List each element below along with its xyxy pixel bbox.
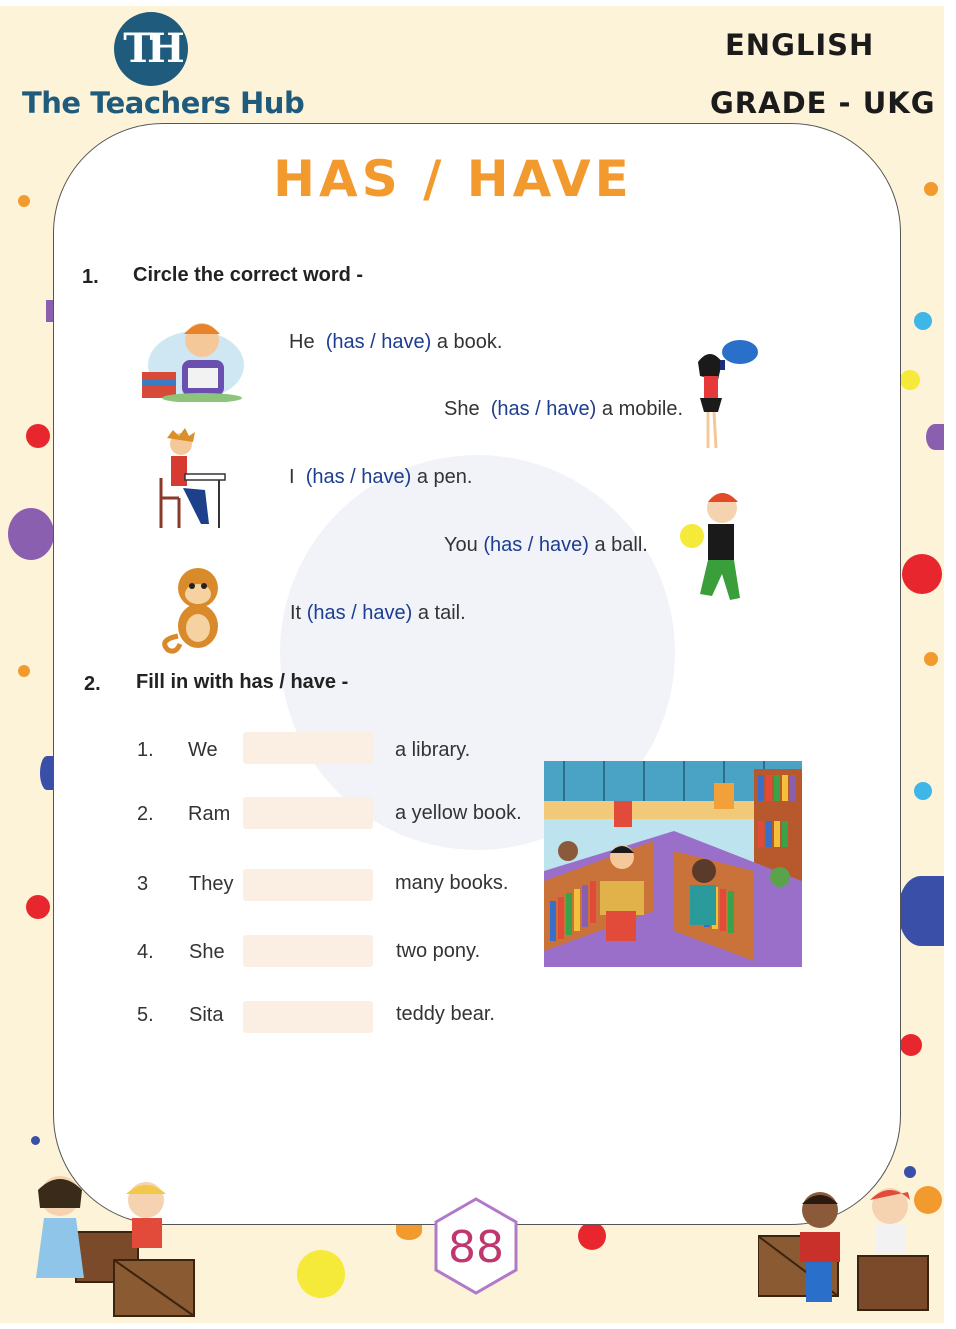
q1-rest: a ball. bbox=[594, 534, 648, 556]
decor-dot bbox=[926, 424, 944, 450]
bottom-edge bbox=[0, 1323, 956, 1329]
right-edge bbox=[944, 0, 956, 1329]
q1-sentence-4 bbox=[444, 534, 648, 557]
decor-dot bbox=[297, 1250, 345, 1298]
q1-rest: a pen. bbox=[416, 466, 473, 488]
decor-dot bbox=[578, 1222, 606, 1250]
fill-blank-1[interactable] bbox=[243, 732, 373, 764]
q1-rest: a tail. bbox=[417, 602, 466, 624]
decor-dot bbox=[900, 370, 920, 390]
decor-dot bbox=[902, 554, 942, 594]
q1-subject: She bbox=[444, 398, 480, 420]
q2-item-subject: We bbox=[188, 739, 218, 761]
q2-item-rest: many books. bbox=[395, 872, 509, 894]
decor-dot bbox=[924, 182, 938, 196]
q2-item-subject: Sita bbox=[189, 1004, 224, 1026]
kids-with-crates-left bbox=[10, 1168, 196, 1318]
grade-label: GRADE - UKG bbox=[710, 86, 936, 120]
has-have-options[interactable]: (has / have) bbox=[325, 331, 432, 353]
decor-dot bbox=[904, 1166, 916, 1178]
q1-sentence-5 bbox=[290, 602, 466, 625]
q1-sentence-1 bbox=[289, 331, 502, 354]
q2-item-rest: teddy bear. bbox=[396, 1003, 495, 1025]
has-have-options[interactable]: (has / have) bbox=[490, 398, 597, 420]
decor-dot bbox=[8, 508, 54, 560]
q1-subject: I bbox=[289, 466, 295, 488]
q1-subject: It bbox=[290, 602, 302, 624]
decor-dot bbox=[900, 1034, 922, 1056]
q2-item-subject: She bbox=[189, 941, 225, 963]
question-1-instruction: Circle the correct word - bbox=[133, 264, 364, 286]
monkey-illustration bbox=[158, 566, 228, 654]
top-edge bbox=[0, 0, 956, 6]
has-have-options[interactable]: (has / have) bbox=[483, 534, 589, 556]
boy-writing-illustration bbox=[155, 428, 227, 530]
fill-blank-4[interactable] bbox=[243, 935, 373, 967]
worksheet-title: HAS / HAVE bbox=[273, 150, 633, 208]
girl-with-mobile-illustration bbox=[688, 336, 762, 458]
q2-item-number: 2. bbox=[137, 803, 154, 825]
subject-label: ENGLISH bbox=[725, 28, 875, 62]
fill-blank-5[interactable] bbox=[243, 1001, 373, 1033]
question-2-number: 2. bbox=[84, 673, 101, 695]
q1-rest: a book. bbox=[436, 331, 503, 353]
q2-item-number: 1. bbox=[137, 739, 154, 761]
q2-item-subject: They bbox=[189, 873, 234, 895]
q2-item-number: 3 bbox=[137, 873, 149, 895]
q2-item-number: 5. bbox=[137, 1004, 154, 1026]
q2-item-rest: a library. bbox=[395, 739, 471, 761]
kids-with-crates-right bbox=[758, 1180, 944, 1320]
question-1-number: 1. bbox=[82, 266, 99, 288]
decor-dot bbox=[40, 756, 54, 790]
q2-item-rest: two pony. bbox=[396, 940, 481, 962]
page-number: 88 bbox=[448, 1222, 504, 1273]
decor-dot bbox=[898, 876, 944, 946]
library-illustration bbox=[544, 761, 802, 967]
decor-dot bbox=[31, 1136, 40, 1145]
fill-blank-2[interactable] bbox=[243, 797, 373, 829]
q1-sentence-3 bbox=[289, 466, 472, 489]
brand-logo: TH bbox=[114, 12, 188, 86]
q2-item-number: 4. bbox=[137, 941, 154, 963]
q1-sentence-2 bbox=[444, 398, 683, 421]
q1-rest: a mobile. bbox=[601, 398, 684, 420]
fill-blank-3[interactable] bbox=[243, 869, 373, 901]
q2-item-subject: Ram bbox=[188, 803, 231, 825]
boy-reading-illustration bbox=[136, 310, 244, 402]
q1-subject: You bbox=[444, 534, 478, 556]
decor-dot bbox=[18, 665, 30, 677]
decor-dot bbox=[26, 895, 50, 919]
decor-dot bbox=[914, 782, 932, 800]
q1-subject: He bbox=[289, 331, 315, 353]
has-have-options[interactable]: (has / have) bbox=[306, 602, 413, 624]
decor-dot bbox=[914, 312, 932, 330]
decor-dot bbox=[924, 652, 938, 666]
has-have-options[interactable]: (has / have) bbox=[305, 466, 412, 488]
decor-dot bbox=[26, 424, 50, 448]
boy-with-ball-illustration bbox=[678, 484, 752, 614]
question-2-instruction: Fill in with has / have - bbox=[136, 671, 349, 693]
brand-name: The Teachers Hub bbox=[22, 86, 305, 120]
q2-item-rest: a yellow book. bbox=[395, 802, 522, 824]
